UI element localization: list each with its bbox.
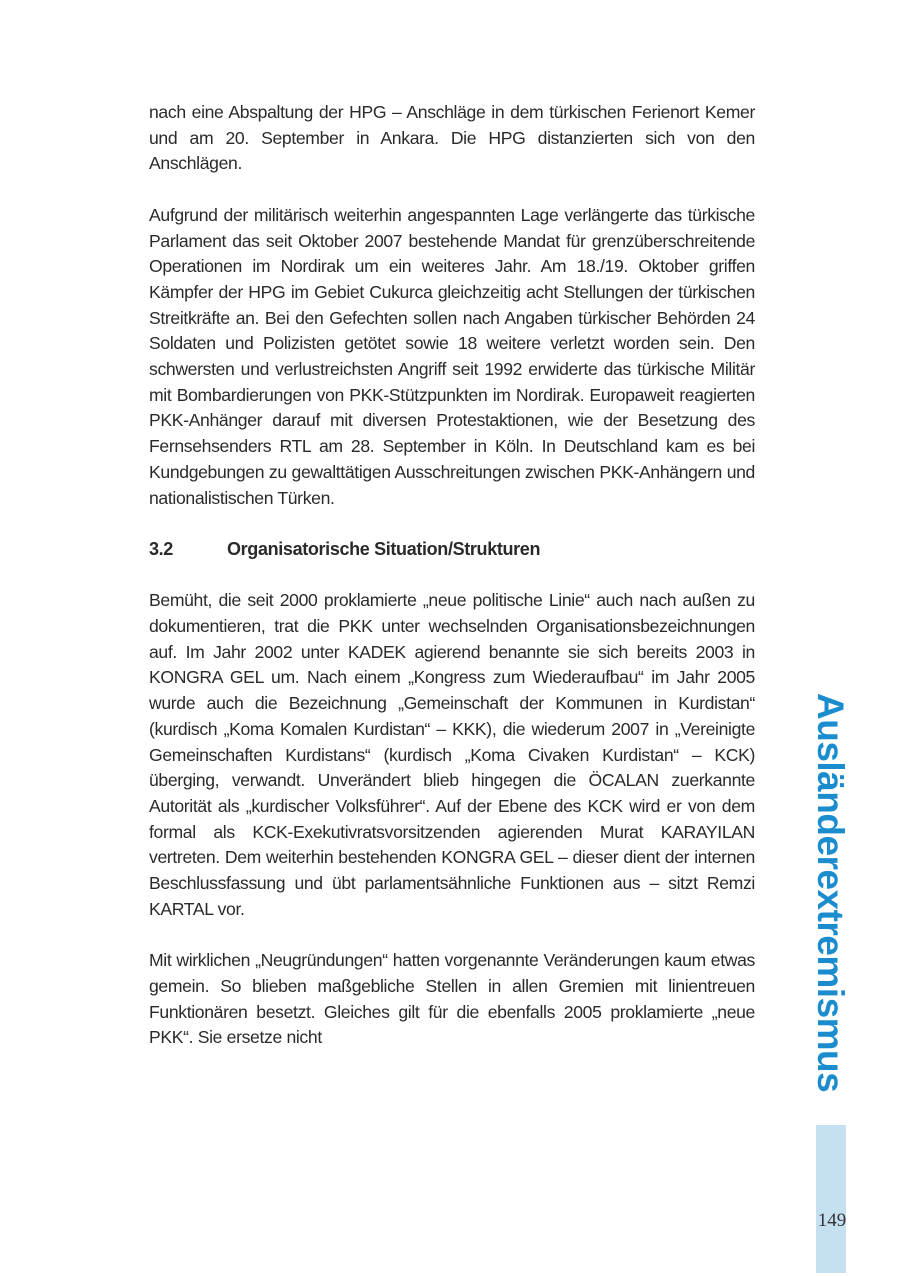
spacer <box>149 563 755 589</box>
spacer <box>149 511 755 537</box>
chapter-title-text: Ausländerextremismus <box>810 692 851 1093</box>
section-title: Organisatorische Situation/Strukturen <box>227 538 541 559</box>
section-number: 3.2 <box>149 538 173 559</box>
paragraph: Mit wirklichen „Neugründungen“ hatten vorgenannte Veränderungen kaum etwas gemein. So blieben maßgebliche Stellen in allen Gremien mit linientreuen Funktionären besetzt. Gleiches gilt für die ebenfalls 2005 proklamierte „neue PKK“. Sie ersetze nicht <box>149 950 755 1048</box>
chapter-side-title <box>810 692 851 1093</box>
section-heading <box>149 537 755 563</box>
main-text-column <box>149 100 755 1051</box>
page-number: 149 <box>817 1210 847 1231</box>
spacer <box>149 922 755 948</box>
paragraph: Aufgrund der militärisch weiterhin angespannten Lage verlängerte das türkische Parlament das seit Oktober 2007 bestehende Mandat für grenzüberschreitende Operationen im Nordirak um ein weiteres Jahr. Am 18./19. Oktober griffen Kämpfer der HPG im Gebiet Cukurca gleichzeitig acht Stellungen der türkischen Streitkräfte an. Bei den Gefechten sollen nach Angaben türkischer Behörden 24 Soldaten und Polizisten getötet sowie 18 weitere verletzt worden sein. Den schwersten und verlustreichsten Angriff seit 1992 erwiderte das türkische Militär mit Bombardierungen von PKK-Stützpunkten im Nordirak. Europaweit reagierten PKK-Anhänger darauf mit diversen Protestaktionen, wie der Besetzung des Fernsehsenders RTL am 28. September in Köln. In Deutschland kam es bei Kundgebungen zu gewalttätigen Ausschreitungen zwischen PKK-Anhängern und nationalistischen Türken. <box>149 204 755 508</box>
page-number-tab <box>816 1125 846 1273</box>
paragraph: nach eine Abspaltung der HPG – Anschläge in dem türkischen Ferienort Kemer und am 20. September in Ankara. Die HPG distanzierten sich von den Anschlägen. <box>149 102 755 174</box>
spacer <box>149 177 755 203</box>
paragraph: Bemüht, die seit 2000 proklamierte „neue politische Linie“ auch nach außen zu dokumentieren, trat die PKK unter wechselnden Organisationsbezeichnungen auf. Im Jahr 2002 unter KADEK agierend benannte sie sich bereits 2003 in KONGRA GEL um. Nach einem „Kongress zum Wiederaufbau“ im Jahr 2005 wurde auch die Bezeichnung „Gemeinschaft der Kommunen in Kurdistan“ (kurdisch „Koma Komalen Kurdistan“ – KKK), die wiederum 2007 in „Vereinigte Gemeinschaften Kurdistans“ (kurdisch „Koma Civaken Kurdistan“ – KCK) überging, verwandt. Unverändert blieb hingegen die ÖCALAN zuerkannte Autorität als „kurdischer Volksführer“. Auf der Ebene des KCK wird er von dem formal als KCK-Exekutivratsvorsitzenden agierenden Murat KARAYILAN vertreten. Dem weiterhin bestehenden KONGRA GEL – dieser dient der internen Beschlussfassung und übt parlamentsähnliche Funktionen aus – sitzt Remzi KARTAL vor. <box>149 590 755 919</box>
